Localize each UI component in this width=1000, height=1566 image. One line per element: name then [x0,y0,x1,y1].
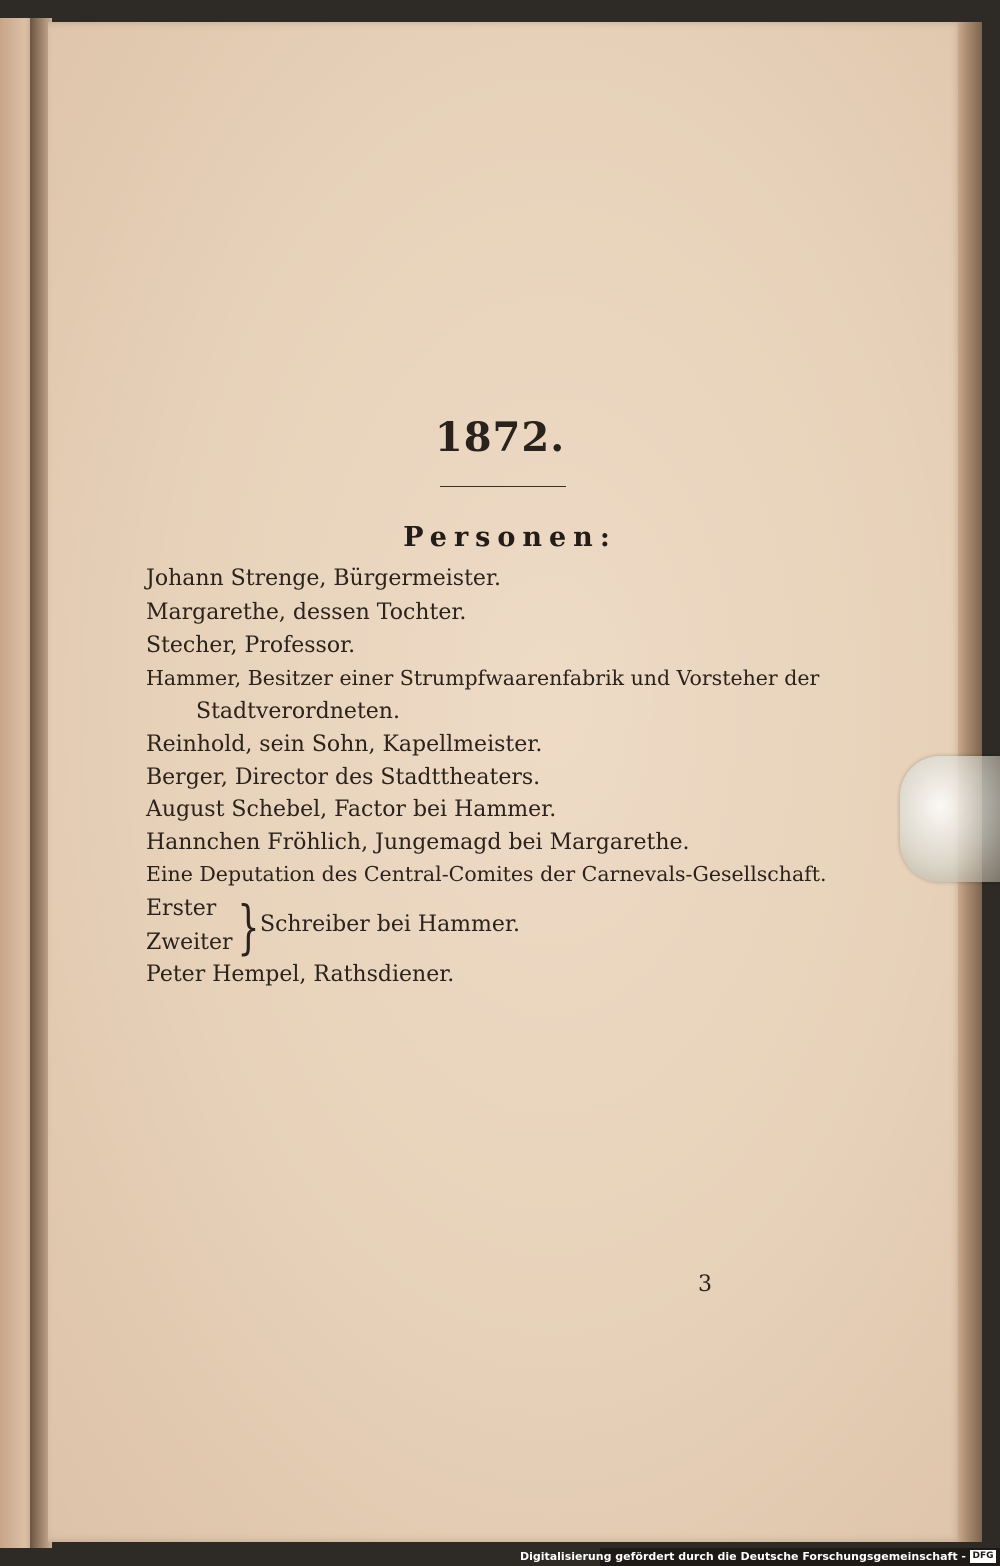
person-line: Reinhold, sein Sohn, Kapellmeister. [146,732,543,757]
person-line: Hammer, Besitzer einer Strumpfwaarenfabrik und Vorsteher der [146,666,820,690]
footer-credit: Digitalisierung gefördert durch die Deutsche Forschungsgemeinschaft - [519,1550,966,1563]
divider-rule [440,486,566,487]
clerk-role: Schreiber bei Hammer. [260,912,521,937]
clerk-second: Zweiter [146,930,233,955]
person-line: Peter Hempel, Rathsdiener. [146,962,455,987]
person-line: Berger, Director des Stadttheaters. [146,765,541,790]
person-line: Stecher, Professor. [146,633,356,658]
clerk-first: Erster [146,896,217,921]
brace-symbol: } [237,893,260,961]
persons-heading: Personen: [403,522,617,553]
person-line: Hannchen Fröhlich, Jungemagd bei Margarethe. [146,830,690,855]
clerks-group [146,894,646,964]
dfg-logo: DFG [970,1550,996,1563]
page-number: 3 [698,1272,712,1297]
page-year: 1872. [434,414,566,461]
person-line-continuation: Stadtverordneten. [196,699,400,724]
person-line: August Schebel, Factor bei Hammer. [146,797,557,822]
person-line: Eine Deputation des Central-Comites der Carnevals-Gesellschaft. [146,862,827,886]
person-line: Johann Strenge, Bürgermeister. [146,566,502,591]
person-line: Margarethe, dessen Tochter. [146,600,467,625]
